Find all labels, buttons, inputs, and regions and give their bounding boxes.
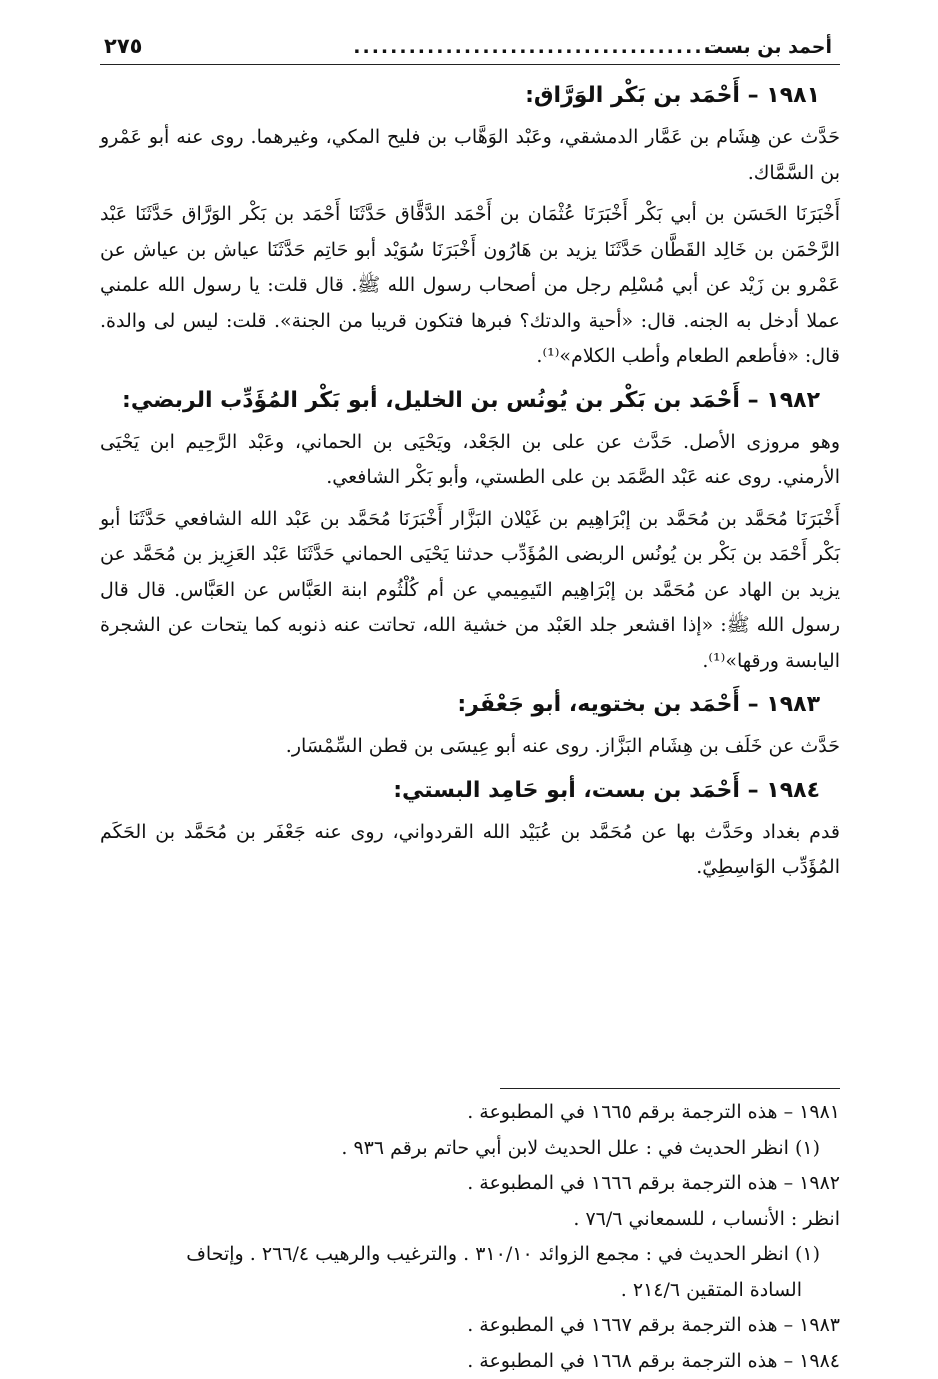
footnote: (١) انظر الحديث في : مجمع الزوائد ٣١٠/١٠ . والترغيب والرهيب ٢٦٦/٤ . وإتحاف — [100, 1237, 840, 1273]
page-header — [100, 34, 840, 65]
entry-1983 — [100, 685, 840, 765]
footnote: ١٩٨٤ – هذه الترجمة برقم ١٦٦٨ في المطبوعة . — [100, 1344, 840, 1379]
entry-paragraph: أَخْبَرَنَا الحَسَن بن أبي بَكْر أَخْبَرَنَا عُثْمَان بن أَحْمَد الدَّقَّاق حَدَّثَنَا أَحْمَد بن بَكْر الوَرَّاق حَدَّثَنَا عَبْد الرَّحْمَن بن خَالِد القَطَّان حَدَّثَنَا يزيد بن هَارُون أَخْبَرَنَا سُوَيْد أبو حَاتِم حَدَّثَنَا عياش بن عياش عن عَمْرو بن زَيْد عن أبي مُسْلِم رجل من أصحاب رسول الله ﷺ. قال قلت: يا رسول الله علمني عملا أدخل به الجنه. قال: «أحية والدتك؟ فبرها فتكون قريبا من الجنة». قلت: ليس لى والدة. قال: «فأطعم الطعام وأطب الكلام»⁽¹⁾. — [100, 197, 840, 375]
entry-paragraph: حَدَّث عن هِشَام بن عَمَّار الدمشقي، وعَبْد الوَهَّاب بن فليح المكي، وغيرهما. روى عنه أبو عَمْرو بن السَّمَّاك. — [100, 120, 840, 191]
footnote-separator — [500, 1088, 840, 1089]
footnote: ١٩٨٣ – هذه الترجمة برقم ١٦٦٧ في المطبوعة . — [100, 1308, 840, 1344]
entry-paragraph: أَخْبَرَنَا مُحَمَّد بن مُحَمَّد بن إبْرَاهِيم بن غَيْلان البَزَّار أَخْبَرَنَا مُحَمَّد بن عَبْد الله الشافعي حَدَّثَنَا أبو بَكْر أَحْمَد بن بَكْر بن يُونُس الربضى المُؤَدِّب حدثنا يَحْيَى الحماني حَدَّثَنَا عَبْد العَزِيز بن مُحَمَّد عن يزيد بن الهاد عن مُحَمَّد بن إبْرَاهِيم التَيمِيمي عن أم كُلْثُوم ابنة العَبَّاس عن العَبَّاس. قال قال رسول الله ﷺ: «إذا اقشعر جلد العَبْد من خشية الله، تحاتت عنه ذنوبه كما يتحات عن الشجرة اليابسة ورقها»⁽¹⁾. — [100, 502, 840, 680]
footnote: السادة المتقين ٢١٤/٦ . — [100, 1273, 840, 1309]
entry-1984 — [100, 771, 840, 886]
header-dot-leader: ........................................ — [200, 36, 722, 58]
entry-heading: ١٩٨٢ – أَحْمَد بن بَكْر بن يُونُس بن الخليل، أبو بَكْر المُؤَدِّب الربضي: — [100, 381, 840, 421]
footnotes — [100, 1088, 840, 1379]
entry-1982 — [100, 381, 840, 680]
footnote: ١٩٨١ – هذه الترجمة برقم ١٦٦٥ في المطبوعة . — [100, 1095, 840, 1131]
page-number: ٢٧٥ — [104, 34, 142, 58]
entry-paragraph: حَدَّث عن خَلَف بن هِشَام البَزَّاز. روى عنه أبو عِيسَى بن قطن السِّمْسَار. — [100, 729, 840, 765]
footnote: ١٩٨٢ – هذه الترجمة برقم ١٦٦٦ في المطبوعة . — [100, 1166, 840, 1202]
running-title: أحمد بن بست — [704, 36, 832, 58]
entry-paragraph: قدم بغداد وحَدَّث بها عن مُحَمَّد بن عُبَيْد الله القردواني، روى عنه جَعْفَر بن مُحَمَّد بن الحَكَم المُؤَدِّب الوَاسِطِيّ. — [100, 815, 840, 886]
entry-heading: ١٩٨١ – أَحْمَد بن بَكْر الوَرَّاق: — [100, 76, 840, 116]
book-page — [100, 0, 840, 1366]
entry-heading: ١٩٨٤ – أَحْمَد بن بست، أبو حَامِد البستي: — [100, 771, 840, 811]
entry-1981 — [100, 76, 840, 375]
entry-heading: ١٩٨٣ – أَحْمَد بن بختويه، أبو جَعْفَر: — [100, 685, 840, 725]
footnote: (١) انظر الحديث في : علل الحديث لابن أبي حاتم برقم ٩٣٦ . — [100, 1131, 840, 1167]
main-text — [100, 72, 840, 892]
entry-paragraph: وهو مروزى الأصل. حَدَّث عن على بن الجَعْد، ويَحْيَى بن الحماني، وعَبْد الرَّحِيم ابن يَحْيَى الأرمني. روى عنه عَبْد الصَّمَد بن على الطستي، وأبو بَكْر الشافعي. — [100, 425, 840, 496]
footnote: انظر : الأنساب ، للسمعاني ٧٦/٦ . — [100, 1202, 840, 1238]
